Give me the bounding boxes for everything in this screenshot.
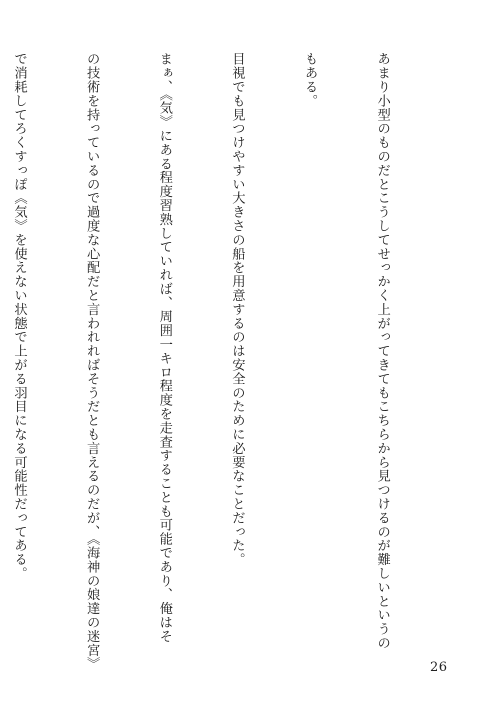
text-line: 目視でも見つけやすい大きさの船を用意するのは安全のために必要なことだった。 bbox=[229, 52, 245, 567]
text-line: もある。 bbox=[301, 52, 317, 108]
page-number: 26 bbox=[430, 660, 448, 675]
text-line: まぁ、《気》にある程度習熟していれば、周囲一キロ程度を走査することも可能であり、俺はそ bbox=[156, 52, 172, 644]
text-line: で消耗してろくすっぽ《気》を使えない状態で上がる羽目になる可能性だってある。 bbox=[11, 52, 27, 581]
text-line: あまり小型のものだとこうしてせっかく上がってきてもこちらから見つけるのが難しいというの bbox=[374, 52, 390, 650]
text-line: の技術を持っているので過度な心配だと言われればそうだとも言えるのだが、《海神の娘達の迷宮》 bbox=[84, 52, 100, 671]
vertical-text-block bbox=[11, 52, 442, 671]
